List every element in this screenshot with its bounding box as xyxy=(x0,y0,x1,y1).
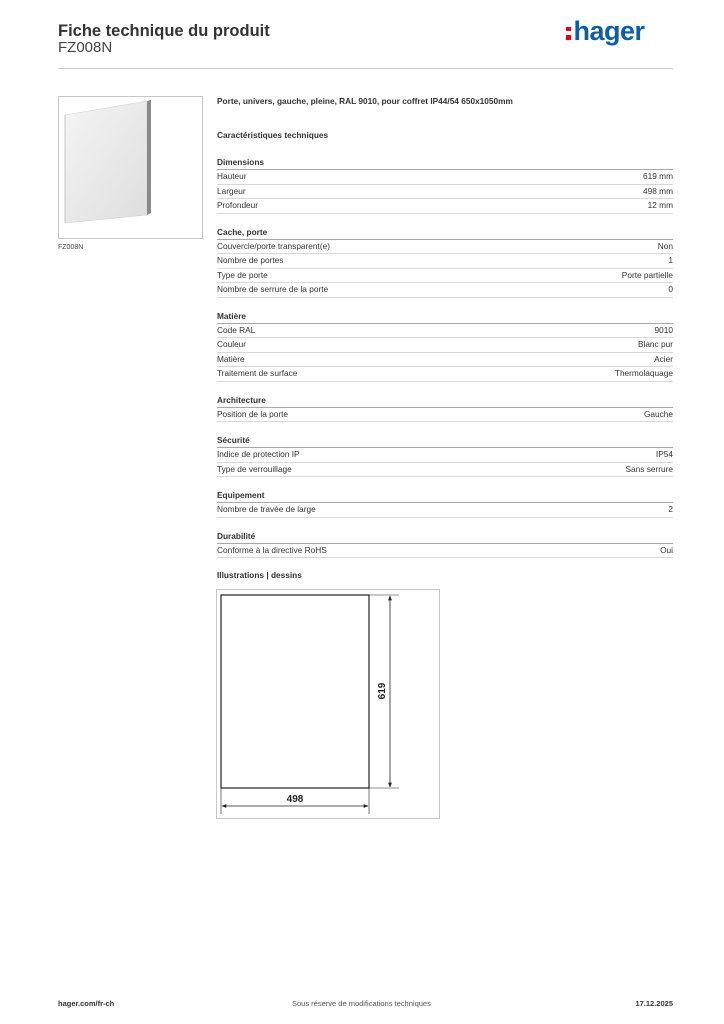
hager-logo xyxy=(566,16,645,46)
spec-value: Thermolaquage xyxy=(614,368,673,378)
spec-groups xyxy=(217,156,673,558)
spec-group-title: Dimensions xyxy=(217,156,673,170)
height-label: 619 xyxy=(377,682,388,700)
spec-label: Traitement de surface xyxy=(217,368,298,378)
dimension-drawing xyxy=(216,589,440,819)
footer-notice: Sous réserve de modifications techniques xyxy=(292,999,431,1008)
spec-value: 1 xyxy=(668,255,673,265)
spec-label: Nombre de portes xyxy=(217,255,284,265)
spec-group-title: Durabilité xyxy=(217,530,673,544)
spec-value: 498 mm xyxy=(643,185,673,196)
spec-group-title: Matière xyxy=(217,310,673,324)
spec-label: Couvercle/porte transparent(e) xyxy=(217,240,330,251)
spec-value: 2 xyxy=(668,504,673,514)
spec-value: 0 xyxy=(668,284,673,294)
spec-label: Largeur xyxy=(217,185,246,196)
spec-group xyxy=(217,394,673,423)
width-label: 498 xyxy=(286,794,304,805)
spec-label: Matière xyxy=(217,353,245,364)
photo-caption: FZ008N xyxy=(58,244,84,251)
spec-label: Hauteur xyxy=(217,171,247,181)
spec-label: Type de verrouillage xyxy=(217,463,292,474)
spec-label: Nombre de travée de large xyxy=(217,504,316,514)
specs-title: Caractéristiques techniques xyxy=(217,130,329,140)
spec-row xyxy=(217,283,673,298)
spec-group-title: Architecture xyxy=(217,394,673,408)
spec-label: Indice de protection IP xyxy=(217,449,300,459)
spec-row xyxy=(217,448,673,463)
logo-text: hager xyxy=(573,16,645,46)
product-photo xyxy=(58,96,203,239)
spec-row xyxy=(217,185,673,200)
spec-row xyxy=(217,503,673,518)
spec-value: IP54 xyxy=(655,449,673,459)
spec-value: Oui xyxy=(660,544,673,555)
spec-label: Nombre de serrure de la porte xyxy=(217,284,329,294)
spec-value: Non xyxy=(657,240,673,251)
door-outline xyxy=(221,595,369,788)
spec-row xyxy=(217,240,673,255)
spec-label: Conforme à la directive RoHS xyxy=(217,544,327,555)
spec-row xyxy=(217,269,673,284)
product-details xyxy=(217,96,673,558)
illustrations-title: Illustrations | dessins xyxy=(217,570,302,580)
spec-value: Blanc pur xyxy=(637,339,673,349)
spec-group xyxy=(217,226,673,298)
spec-group-title: Sécurité xyxy=(217,434,673,448)
spec-label: Couleur xyxy=(217,339,247,349)
footer-date: 17.12.2025 xyxy=(635,999,673,1008)
spec-group xyxy=(217,434,673,477)
door-panel-image xyxy=(59,97,203,239)
spec-row xyxy=(217,338,673,353)
spec-label: Position de la porte xyxy=(217,408,289,419)
spec-group xyxy=(217,156,673,214)
logo-dots-icon xyxy=(566,27,571,40)
spec-value: Acier xyxy=(654,353,673,364)
spec-row xyxy=(217,254,673,269)
spec-value: Porte partielle xyxy=(621,269,673,280)
spec-row xyxy=(217,353,673,368)
spec-group xyxy=(217,489,673,518)
door-dimension-svg xyxy=(217,590,441,820)
spec-label: Profondeur xyxy=(217,200,259,210)
spec-row xyxy=(217,463,673,478)
footer-website[interactable]: hager.com/fr-ch xyxy=(58,999,115,1008)
spec-value: 9010 xyxy=(654,324,673,335)
spec-row xyxy=(217,544,673,559)
spec-group-title: Cache, porte xyxy=(217,226,673,240)
spec-value: Sans serrure xyxy=(625,463,673,474)
spec-value: 619 mm xyxy=(643,171,673,181)
spec-row xyxy=(217,199,673,214)
product-description: Porte, univers, gauche, pleine, RAL 9010, pour coffret IP44/54 650x1050mm xyxy=(217,96,513,106)
spec-label: Type de porte xyxy=(217,269,268,280)
spec-group xyxy=(217,530,673,559)
spec-row xyxy=(217,367,673,382)
header-divider xyxy=(58,68,673,69)
spec-group xyxy=(217,310,673,382)
spec-value: Gauche xyxy=(643,408,673,419)
spec-group-title: Equipement xyxy=(217,489,673,503)
spec-row xyxy=(217,408,673,423)
product-reference: FZ008N xyxy=(58,39,113,56)
spec-value: 12 mm xyxy=(647,200,673,210)
spec-label: Code RAL xyxy=(217,324,256,335)
spec-row xyxy=(217,324,673,339)
spec-row xyxy=(217,170,673,185)
page-title: Fiche technique du produit xyxy=(58,22,270,40)
